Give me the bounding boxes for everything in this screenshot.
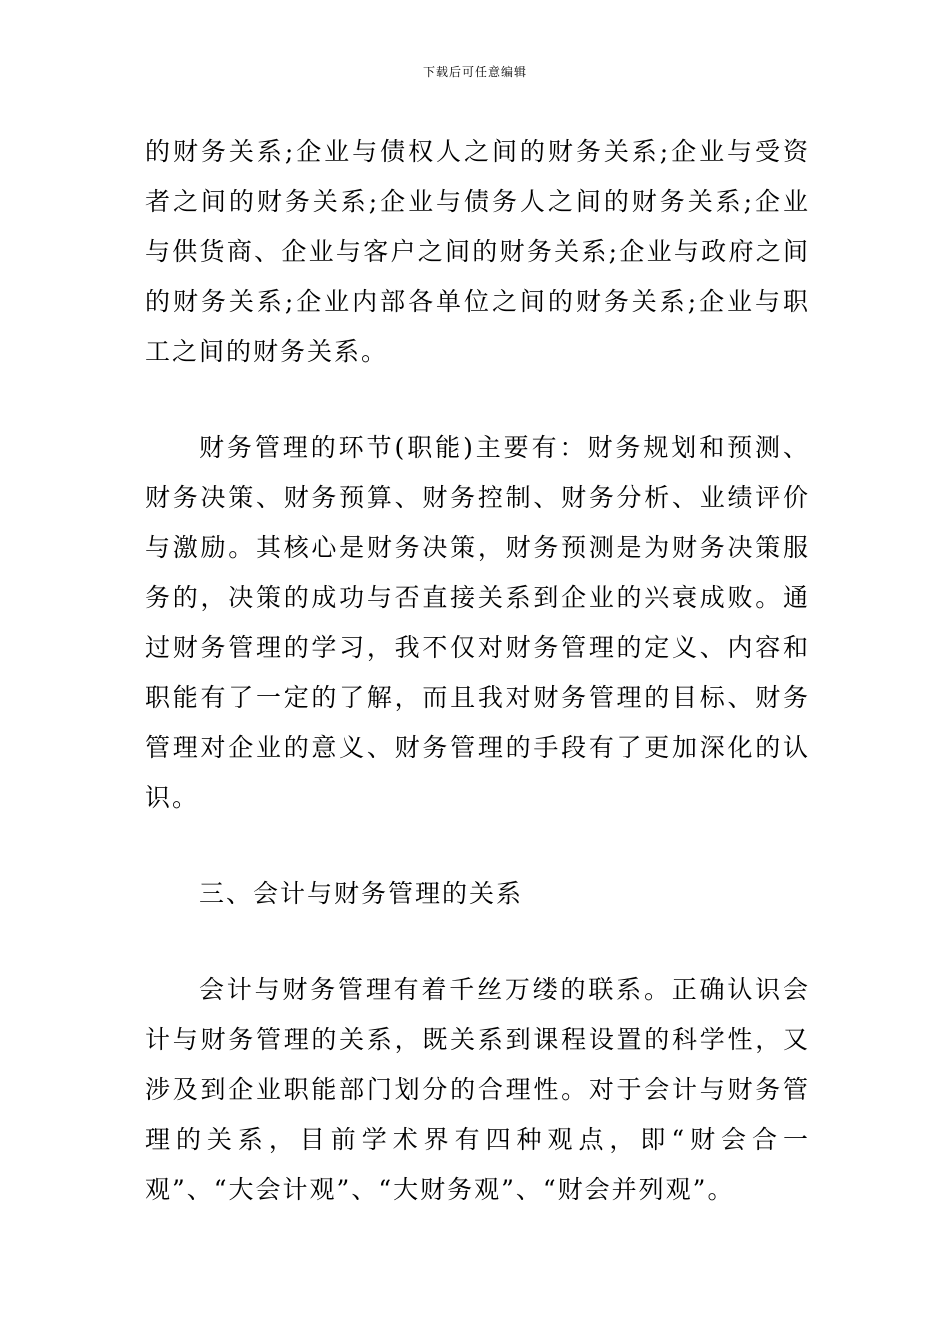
section-heading: 三、会计与财务管理的关系 (199, 879, 524, 908)
paragraph-gap (145, 919, 810, 965)
paragraph-management-functions: 财务管理的环节(职能)主要有：财务规划和预测、财务决策、财务预算、财务控制、财务分析、业绩评价与激励。其核心是财务决策，财务预测是为财务决策服务的，决策的成功与否直接关系到企业的兴衰成败。通过财务管理的学习，我不仅对财务管理的定义、内容和职能有了一定的了解，而且我对财务管理的目标、财务管理对企业的意义、财务管理的手段有了更加深化的认识。 (145, 433, 810, 812)
paragraph-gap (145, 377, 810, 423)
page-header: 下载后可任意编辑 (422, 65, 527, 79)
paragraph-accounting-relationship: 会计与财务管理有着千丝万缕的联系。正确认识会计与财务管理的关系，既关系到课程设置的科学性，又涉及到企业职能部门划分的合理性。对于会计与财务管理的关系，目前学术界有四种观点，即“财会合一观”、“大会计观”、“大财务观”、“财会并列观”。 (145, 975, 810, 1204)
paragraph-financial-relations: 的财务关系;企业与债权人之间的财务关系;企业与受资者之间的财务关系;企业与债务人之间的财务关系;企业与供货商、企业与客户之间的财务关系;企业与政府之间的财务关系;企业内部各单位之间的财务关系;企业与职工之间的财务关系。 (145, 137, 810, 366)
document-body (145, 127, 810, 1215)
paragraph-gap (145, 823, 810, 869)
